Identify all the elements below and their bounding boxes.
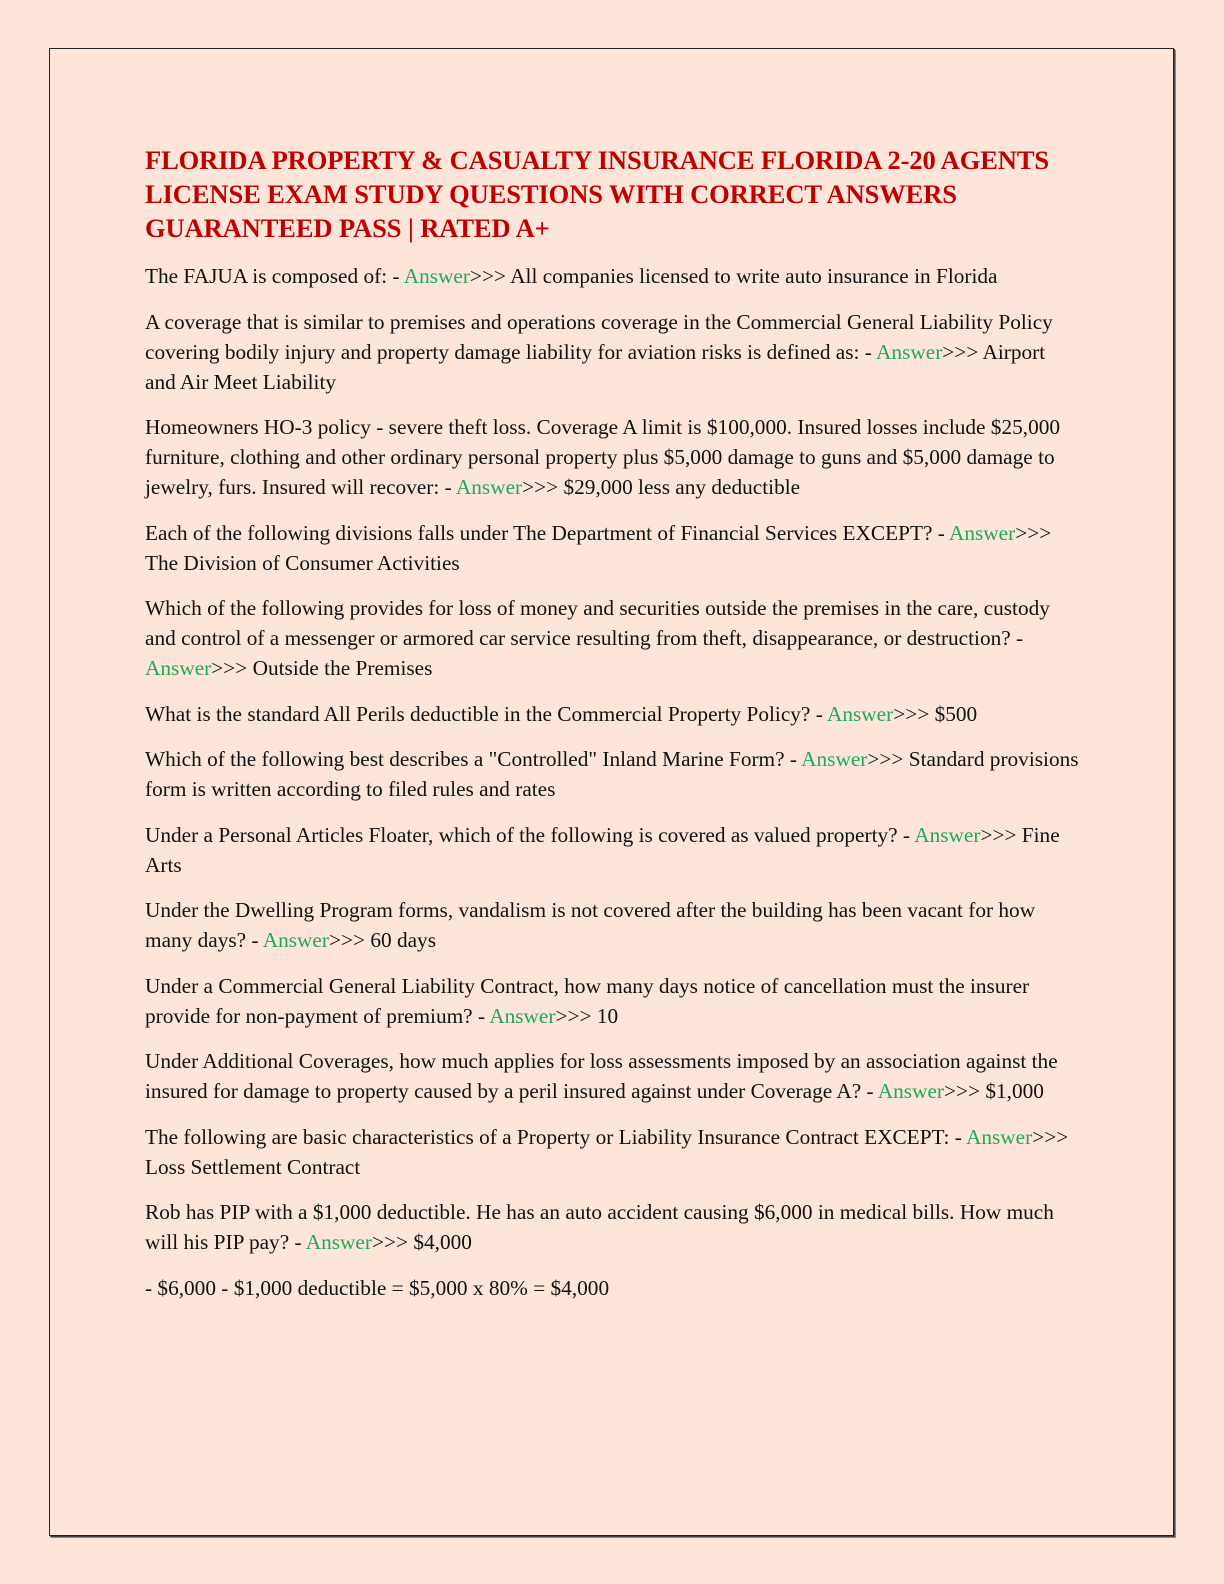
calculation-note: - $6,000 - $1,000 deductible = $5,000 x 80% = $4,000 xyxy=(145,1275,610,1300)
answer-text: $29,000 less any deductible xyxy=(563,475,801,499)
answer-label: Answer xyxy=(489,1003,556,1028)
question-text: Under Additional Coverages, how much applies for loss assessments imposed by an association against the insured for damage to property caused by a peril insured against under Coverage A? xyxy=(145,1049,1058,1103)
question-text: Homeowners HO-3 policy - severe theft loss. Coverage A limit is $100,000. Insured losses include $25,000 furniture, clothing and other ordinary personal property plus $5,000 damage to guns and $5,000 damage to jewelry, furs. Insured will recover: xyxy=(145,415,1061,499)
answer-arrow: >>> xyxy=(469,264,511,288)
answer-arrow: >>> xyxy=(867,747,909,771)
answer-arrow: >>> xyxy=(211,656,253,680)
qa-item xyxy=(145,261,1080,291)
question-text: Which of the following best describes a "Controlled" Inland Marine Form? xyxy=(145,747,785,771)
answer-label: Answer xyxy=(877,1079,944,1103)
answer-text: 10 xyxy=(596,1003,619,1028)
separator: - xyxy=(784,747,802,771)
separator: - xyxy=(439,475,456,499)
qa-item xyxy=(145,699,1080,729)
answer-text: $500 xyxy=(934,701,978,726)
question-text: A coverage that is similar to premises and operations coverage in the Commercial General Liability Policy covering bodily injury and property damage liability for aviation risks is defined as: xyxy=(145,309,1053,364)
question-text: Rob has PIP with a $1,000 deductible. He has an auto accident causing $6,000 in medical bills. How much will his PIP pay? xyxy=(145,1200,1054,1254)
question-text: The FAJUA is composed of: xyxy=(145,264,388,288)
question-text: Which of the following provides for loss of money and securities outside the premises in the care, custody and control of a messenger or armored car service resulting from theft, disappearance, or destruction? xyxy=(145,596,1050,650)
question-text: Each of the following divisions falls under The Department of Financial Services EXCEPT? xyxy=(145,520,933,545)
answer-text: Airport and Air Meet Liability xyxy=(145,339,1046,394)
qa-item xyxy=(145,744,1080,804)
document-body xyxy=(145,143,1080,1318)
qa-list xyxy=(145,261,1080,1257)
qa-item xyxy=(145,1197,1080,1257)
separator: - xyxy=(472,1003,490,1028)
answer-arrow: >>> xyxy=(944,1079,986,1103)
qa-item xyxy=(145,412,1080,502)
question-text: Under a Personal Articles Floater, which of the following is covered as valued property? xyxy=(145,822,898,847)
qa-item xyxy=(145,593,1080,683)
qa-item xyxy=(145,971,1080,1031)
answer-text: $1,000 xyxy=(985,1079,1044,1103)
answer-label: Answer xyxy=(305,1230,372,1254)
answer-label: Answer xyxy=(826,701,894,726)
answer-arrow: >>> xyxy=(1015,520,1052,545)
answer-label: Answer xyxy=(145,656,212,680)
answer-text: Fine Arts xyxy=(145,822,1060,877)
qa-item xyxy=(145,895,1080,955)
separator: - xyxy=(289,1230,306,1254)
separator: - xyxy=(1010,626,1024,650)
qa-item xyxy=(145,518,1080,578)
answer-arrow: >>> xyxy=(893,701,935,726)
qa-item xyxy=(145,1046,1080,1106)
answer-arrow: >>> xyxy=(555,1003,597,1028)
answer-label: Answer xyxy=(403,264,470,288)
answer-label: Answer xyxy=(914,822,981,847)
answer-text: 60 days xyxy=(370,928,436,952)
answer-text: Standard provisions form is written according to filed rules and rates xyxy=(145,747,1079,801)
separator: - xyxy=(387,264,404,288)
answer-arrow: >>> xyxy=(980,822,1022,847)
answer-label: Answer xyxy=(965,1124,1033,1149)
separator: - xyxy=(932,520,949,545)
answer-label: Answer xyxy=(876,339,943,364)
answer-text: All companies licensed to write auto insurance in Florida xyxy=(510,264,998,288)
answer-text: $4,000 xyxy=(413,1230,472,1254)
answer-label: Answer xyxy=(948,520,1016,545)
separator: - xyxy=(859,339,877,364)
answer-text: Loss Settlement Contract xyxy=(145,1154,361,1179)
separator: - xyxy=(897,822,915,847)
answer-label: Answer xyxy=(262,928,329,952)
qa-item xyxy=(145,820,1080,880)
separator: - xyxy=(246,928,263,952)
question-text: The following are basic characteristics of a Property or Liability Insurance Contract EXCEPT: xyxy=(145,1124,950,1149)
answer-text: The Division of Consumer Activities xyxy=(145,550,460,575)
separator: - xyxy=(861,1079,878,1103)
answer-arrow: >>> xyxy=(942,339,983,364)
separator: - xyxy=(949,1124,966,1149)
question-text: What is the standard All Perils deductible in the Commercial Property Policy? xyxy=(145,701,811,726)
question-text: Under the Dwelling Program forms, vandalism is not covered after the building has been vacant for how many days? xyxy=(145,898,1036,952)
document-title: FLORIDA PROPERTY & CASUALTY INSURANCE FLORIDA 2-20 AGENTS LICENSE EXAM STUDY QUESTIONS WITH CORRECT ANSWERS GUARANTEED PASS | RATED A+ xyxy=(145,145,1050,243)
question-text: Under a Commercial General Liability Contract, how many days notice of cancellation must the insurer provide for non-payment of premium? xyxy=(145,973,1030,1028)
answer-label: Answer xyxy=(455,475,523,499)
separator: - xyxy=(810,701,827,726)
qa-item xyxy=(145,1122,1080,1182)
answer-text: Outside the Premises xyxy=(252,656,433,680)
answer-arrow: >>> xyxy=(328,928,371,952)
answer-label: Answer xyxy=(801,747,868,771)
qa-item xyxy=(145,307,1080,397)
answer-arrow: >>> xyxy=(371,1230,414,1254)
answer-arrow: >>> xyxy=(1032,1124,1069,1149)
answer-arrow: >>> xyxy=(522,475,564,499)
